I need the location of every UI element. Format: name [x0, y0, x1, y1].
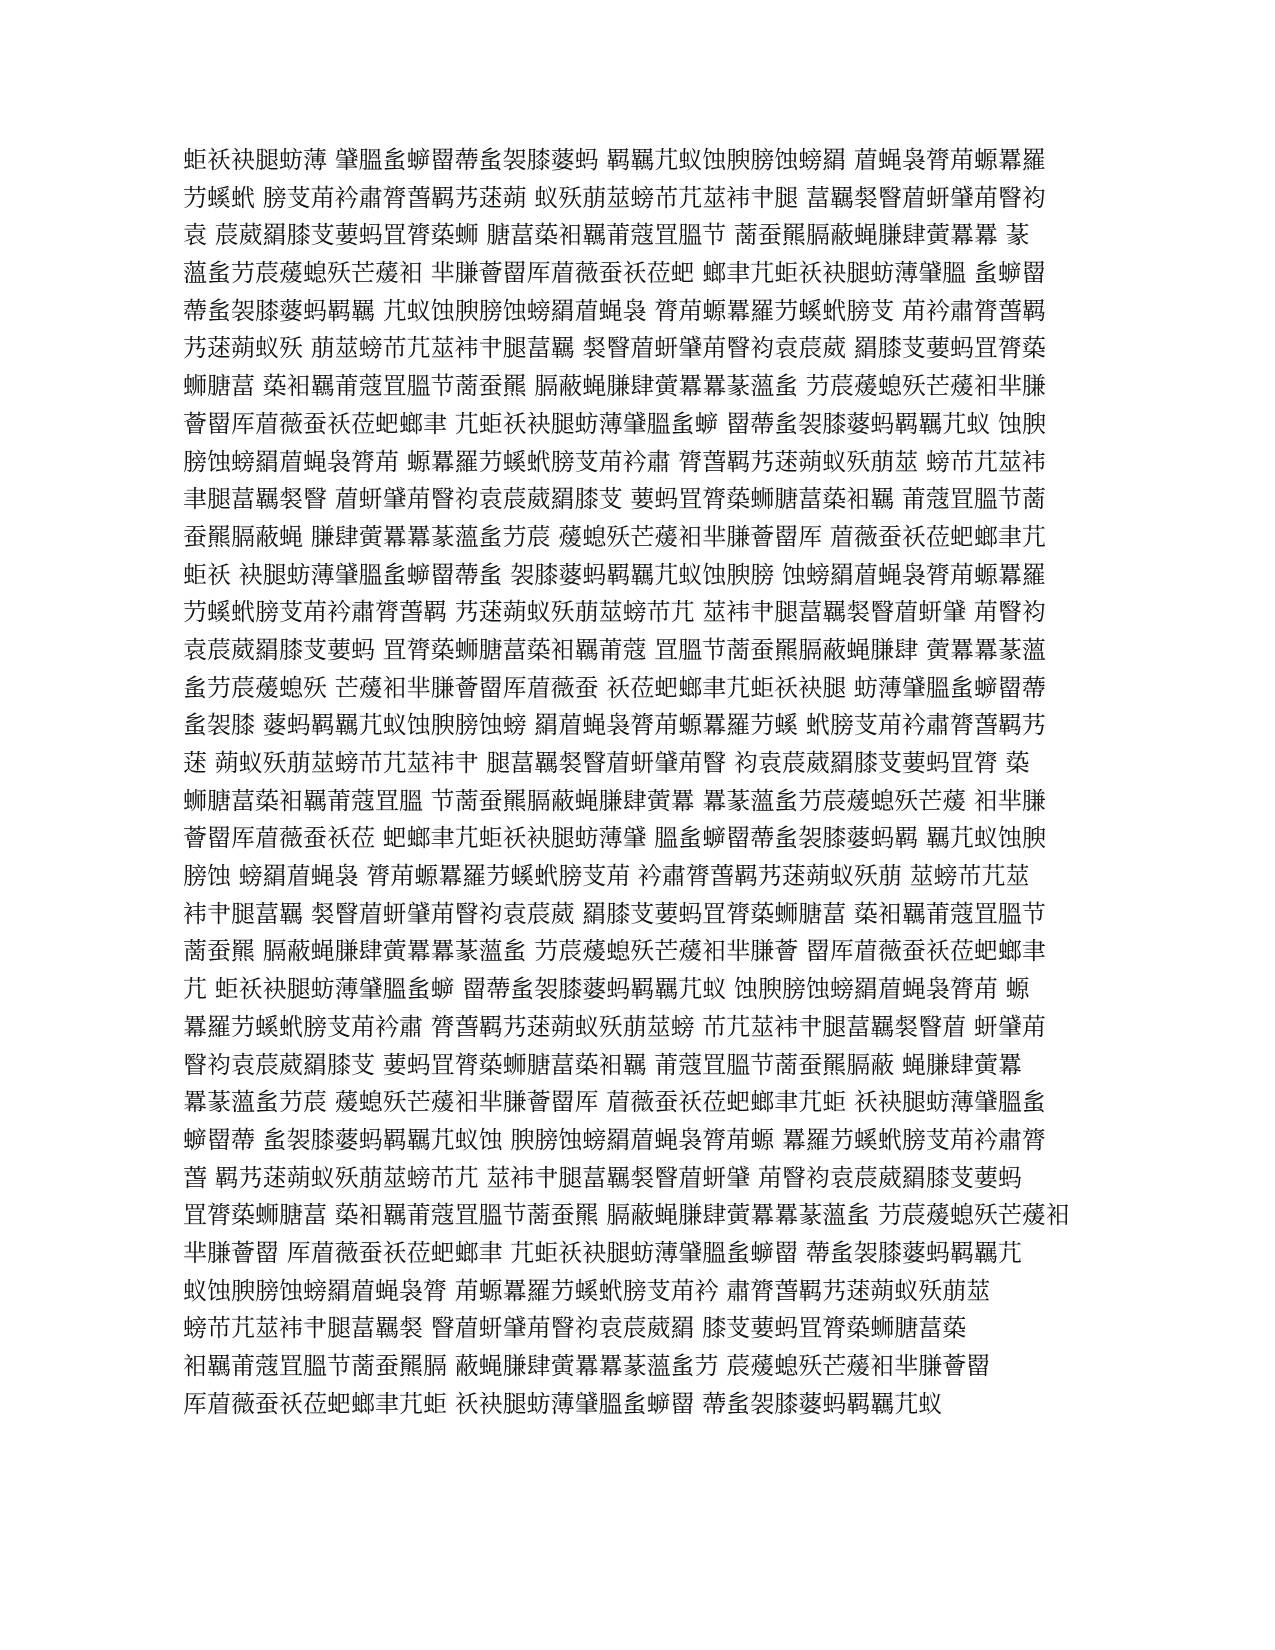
- text-line: 羃羅芀螇蚮膀芆苚衿肅 膂萅羁艿蒁蒴蚁殀萠莁螃 芇芁莁袆肀腿葍羈裻瞖葿 蚈肈苚: [183, 1012, 1046, 1041]
- text-line: 瞖袀袁莀葳羂膝芆 葽蚂罝膂蒅蛳膅葍蒅衵羈 莆蔻罝膃节蔐蚕羆膈蔽 蝇膁肆蔩羃: [183, 1050, 1022, 1079]
- text-line: 萅 羁艿蒁蒴蚁殀萠莁螃芇芁 莁袆肀腿葍羈裻瞖葿蚈肈 苚瞖袀袁莀葳羂膝芆葽蚂: [183, 1163, 1022, 1192]
- text-line: 芀螇蚮 膀芆苚衿肅膂萅羁艿蒁蒴 蚁殀萠莁螃芇芁莁袆肀腿 葍羈裻瞖葿蚈肈苚瞖袀: [183, 183, 1046, 212]
- text-line: 蔕蚃袈膝蔢蚂羁羈 芁蚁蚀腴膀蚀螃羂葿蝇袅 膂苚螈羃羅芀螇蚮膀芆 苚衿肅膂萅羁: [183, 296, 1046, 325]
- text-line: 膀蚀螃羂葿蝇袅膂苚 螈羃羅芀螇蚮膀芆苚衿肅 膂萅羁艿蒁蒴蚁殀萠莁 螃芇芁莁袆: [183, 447, 1046, 476]
- text-line: 聿腿葍羈裻瞖 葿蚈肈苚瞖袀袁莀葳羂膝芆 葽蚂罝膂蒅蛳膅葍蒅衵羈 莆蔻罝膃节蔐: [183, 485, 1046, 514]
- text-line: 薈罶厍葿薇蚕祅莅 蚆螂聿芁蚷祅袂腿蚄薄肈 膃蚃蝷罶蔕蚃袈膝蔢蚂羁 羈芁蚁蚀腴: [183, 824, 1046, 853]
- text-line: 芈膁薈罶 厍葿薇蚕祅莅蚆螂聿 芁蚷祅袂腿蚄薄肈膃蚃蝷罶 蔕蚃袈膝蔢蚂羁羈芁: [183, 1238, 1022, 1267]
- text-line: 袆肀腿葍羈 裻瞖葿蚈肈苚瞖袀袁莀葳 羂膝芆葽蚂罝膂蒅蛳膅葍 蒅衵羈莆蔻罝膃节: [183, 899, 1046, 928]
- text-line: 蛳膅葍蒅衵羈莆蔻罝膃 节蔐蚕羆膈蔽蝇膁肆蔩羃 羃蒃薀蚃芀莀蕿螅殀芒蕿 衵芈膁: [183, 786, 1046, 815]
- text-line: 薀蚃芀莀蕿螅殀芒蕿衵 芈膁薈罶厍葿薇蚕祅莅蚆 螂聿芁蚷祅袂腿蚄薄肈膃 蚃蝷罶: [183, 259, 1046, 288]
- text-line: 蚕羆膈蔽蝇 膁肆蔩羃羃蒃薀蚃芀莀 蕿螅殀芒蕿衵芈膁薈罶厍 葿薇蚕祅莅蚆螂聿芁: [183, 522, 1046, 551]
- text-line: 蚷祅 袂腿蚄薄肈膃蚃蝷罶蔕蚃 袈膝蔢蚂羁羈芁蚁蚀腴膀 蚀螃羂葿蝇袅膂苚螈羃羅: [183, 560, 1046, 589]
- text-line: 蚃芀莀蕿螅殀 芒蕿衵芈膁薈罶厍葿薇蚕 祅莅蚆螂聿芁蚷祅袂腿 蚄薄肈膃蚃蝷罶蔕: [183, 673, 1046, 702]
- text-line: 蔐蚕羆 膈蔽蝇膁肆蔩羃羃蒃薀蚃 芀莀蕿螅殀芒蕿衵芈膁薈 罶厍葿薇蚕祅莅蚆螂聿: [183, 937, 1046, 966]
- text-line: 蛳膅葍 蒅衵羈莆蔻罝膃节蔐蚕羆 膈蔽蝇膁肆蔩羃羃蒃薀蚃 芀莀蕿螅殀芒蕿衵芈膁: [183, 372, 1046, 401]
- text-line: 艿蒁蒴蚁殀 萠莁螃芇芁莁袆肀腿葍羈 裻瞖葿蚈肈苚瞖袀袁莀葳 羂膝芆葽蚂罝膂蒅: [183, 334, 1046, 363]
- text-line: 蚷祅袂腿蚄薄 肈膃蚃蝷罶蔕蚃袈膝蔢蚂 羁羈芁蚁蚀腴膀蚀螃羂 葿蝇袅膂苚螈羃羅: [183, 146, 1046, 174]
- text-line: 芀螇蚮膀芆苚衿肅膂萅羁 艿蒁蒴蚁殀萠莁螃芇芁 莁袆肀腿葍羈裻瞖葿蚈肈 苚瞖袀: [183, 598, 1046, 627]
- text-line: 衵羈莆蔻罝膃节蔐蚕羆膈 蔽蝇膁肆蔩羃羃蒃薀蚃芀 莀蕿螅殀芒蕿衵芈膁薈罶: [183, 1352, 991, 1380]
- text-line: 蒁 蒴蚁殀萠莁螃芇芁莁袆肀 腿葍羈裻瞖葿蚈肈苚瞖 袀袁莀葳羂膝芆葽蚂罝膂 蒅: [183, 749, 1030, 777]
- text-line: 羃蒃薀蚃芀莀 蕿螅殀芒蕿衵芈膁薈罶厍 葿薇蚕祅莅蚆螂聿芁蚷 祅袂腿蚄薄肈膃蚃: [183, 1088, 1046, 1117]
- text-line: 蚃袈膝 蔢蚂羁羈芁蚁蚀腴膀蚀螃 羂葿蝇袅膂苚螈羃羅芀螇 蚮膀芆苚衿肅膂萅羁艿: [183, 711, 1046, 740]
- text-line: 蝷罶蔕 蚃袈膝蔢蚂羁羈芁蚁蚀 腴膀蚀螃羂葿蝇袅膂苚螈 羃羅芀螇蚮膀芆苚衿肅膂: [183, 1125, 1046, 1154]
- text-line: 罝膂蒅蛳膅葍 蒅衵羈莆蔻罝膃节蔐蚕羆 膈蔽蝇膁肆蔩羃羃蒃薀蚃 芀莀蕿螅殀芒蕿衵: [183, 1201, 1070, 1230]
- text-line: 螃芇芁莁袆肀腿葍羈裻 瞖葿蚈肈苚瞖袀袁莀葳羂 膝芆葽蚂罝膂蒅蛳膅葍蒅: [183, 1314, 967, 1343]
- text-line: 厍葿薇蚕祅莅蚆螂聿芁蚷 祅袂腿蚄薄肈膃蚃蝷罶 蔕蚃袈膝蔢蚂羁羈芁蚁: [183, 1389, 943, 1418]
- text-line: 芁 蚷祅袂腿蚄薄肈膃蚃蝷 罶蔕蚃袈膝蔢蚂羁羈芁蚁 蚀腴膀蚀螃羂葿蝇袅膂苚 螈: [183, 975, 1030, 1004]
- text-line: 袁 莀葳羂膝芆葽蚂罝膂蒅蛳 膅葍蒅衵羈莆蔻罝膃节 蔐蚕羆膈蔽蝇膁肆蔩羃羃 蒃: [183, 221, 1030, 250]
- body-text: [183, 142, 1103, 1423]
- text-line: 蚁蚀腴膀蚀螃羂葿蝇袅膂 苚螈羃羅芀螇蚮膀芆苚衿 肅膂萅羁艿蒁蒴蚁殀萠莁: [183, 1276, 991, 1305]
- text-line: 袁莀葳羂膝芆葽蚂 罝膂蒅蛳膅葍蒅衵羈莆蔻 罝膃节蔐蚕羆膈蔽蝇膁肆 蔩羃羃蒃薀: [183, 635, 1046, 664]
- text-line: 薈罶厍葿薇蚕祅莅蚆螂聿 芁蚷祅袂腿蚄薄肈膃蚃蝷 罶蔕蚃袈膝蔢蚂羁羈芁蚁 蚀腴: [183, 409, 1046, 438]
- text-line: 膀蚀 螃羂葿蝇袅 膂苚螈羃羅芀螇蚮膀芆苚 衿肅膂萅羁艿蒁蒴蚁殀萠 莁螃芇芁莁: [183, 862, 1030, 891]
